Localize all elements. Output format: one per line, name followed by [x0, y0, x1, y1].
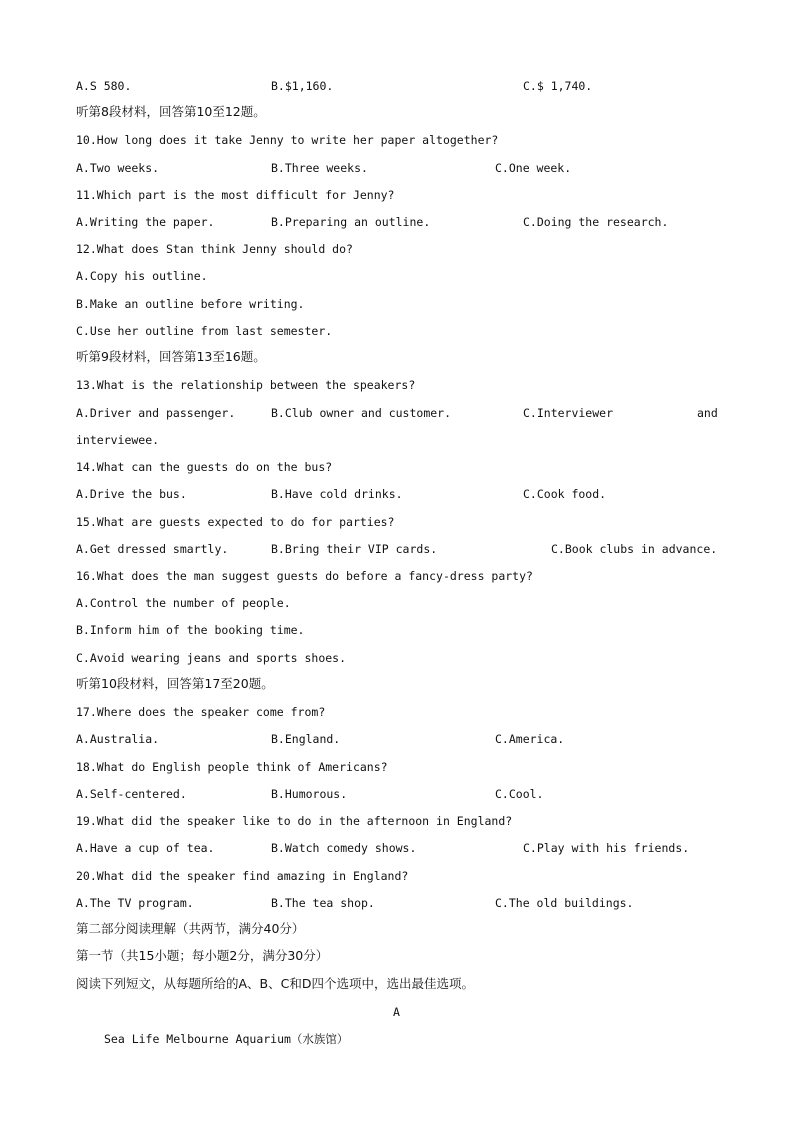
section-8-intro: 听第8段材料，回答第10至12题。: [76, 104, 266, 119]
option-a: A.Drive the bus.: [76, 487, 187, 501]
question-12-option-c: C.Use her outline from last semester.: [76, 324, 333, 338]
option-a: A.Get dressed smartly.: [76, 542, 229, 556]
option-a: A.Writing the paper.: [76, 215, 215, 229]
option-c: C.Book clubs in advance.: [551, 542, 718, 556]
option-a: A.Have a cup of tea.: [76, 841, 215, 855]
option-b: B.Humorous.: [271, 787, 348, 801]
option-c: C.Interviewer: [523, 406, 614, 420]
question-10-stem: 10.How long does it take Jenny to write her paper altogether?: [76, 133, 499, 147]
option-b: B.Club owner and customer.: [271, 406, 452, 420]
question-12-option-b: B.Make an outline before writing.: [76, 297, 305, 311]
option-b: B.Three weeks.: [271, 161, 368, 175]
question-13-option-c-wrap: interviewee.: [76, 433, 160, 447]
option-c: C.America.: [495, 732, 565, 746]
option-a: A.Australia.: [76, 732, 160, 746]
instructions: 阅读下列短文，从每题所给的A、B、C和D四个选项中，选出最佳选项。: [76, 976, 474, 991]
question-14-stem: 14.What can the guests do on the bus?: [76, 460, 333, 474]
option-c: C.Cool.: [495, 787, 544, 801]
option-b: B.Bring their VIP cards.: [271, 542, 438, 556]
option-c: C.The old buildings.: [495, 896, 634, 910]
option-a: A.The TV program.: [76, 896, 194, 910]
section-10-intro: 听第10段材料，回答第17至20题。: [76, 676, 274, 691]
question-12-option-a: A.Copy his outline.: [76, 269, 208, 283]
question-16-option-a: A.Control the number of people.: [76, 596, 291, 610]
question-17-stem: 17.Where does the speaker come from?: [76, 705, 326, 719]
option-c: C.Cook food.: [523, 487, 607, 501]
question-16-option-b: B.Inform him of the booking time.: [76, 623, 305, 637]
passage-label: A: [393, 1005, 400, 1019]
option-c: C.Play with his friends.: [523, 841, 690, 855]
option-c: C.One week.: [495, 161, 572, 175]
question-16-option-c: C.Avoid wearing jeans and sports shoes.: [76, 651, 347, 665]
part-2-title: 第二部分阅读理解（共两节，满分40分）: [76, 921, 305, 936]
question-13-stem: 13.What is the relationship between the speakers?: [76, 378, 416, 392]
question-20-stem: 20.What did the speaker find amazing in England?: [76, 869, 409, 883]
question-16-stem: 16.What does the man suggest guests do before a fancy-dress party?: [76, 569, 533, 583]
section-9-intro: 听第9段材料，回答第13至16题。: [76, 349, 266, 364]
option-b: B.$1,160.: [271, 79, 334, 93]
section-1-title: 第一节（共15小题；每小题2分，满分30分）: [76, 948, 329, 963]
option-c: C.$ 1,740.: [523, 79, 593, 93]
passage-title: Sea Life Melbourne Aquarium（水族馆）: [104, 1032, 349, 1046]
option-c: C.Doing the research.: [523, 215, 669, 229]
option-a: A.Self-centered.: [76, 787, 187, 801]
option-a: A.S 580.: [76, 79, 132, 93]
option-c-continued: and: [697, 406, 718, 420]
option-b: B.England.: [271, 732, 341, 746]
question-19-stem: 19.What did the speaker like to do in the afternoon in England?: [76, 814, 513, 828]
option-a: A.Two weeks.: [76, 161, 160, 175]
option-b: B.Have cold drinks.: [271, 487, 403, 501]
option-a: A.Driver and passenger.: [76, 406, 236, 420]
question-18-stem: 18.What do English people think of Americans?: [76, 760, 388, 774]
question-11-stem: 11.Which part is the most difficult for Jenny?: [76, 188, 395, 202]
option-b: B.Watch comedy shows.: [271, 841, 417, 855]
question-15-stem: 15.What are guests expected to do for parties?: [76, 515, 395, 529]
option-b: B.The tea shop.: [271, 896, 375, 910]
question-12-stem: 12.What does Stan think Jenny should do?: [76, 242, 353, 256]
option-b: B.Preparing an outline.: [271, 215, 431, 229]
